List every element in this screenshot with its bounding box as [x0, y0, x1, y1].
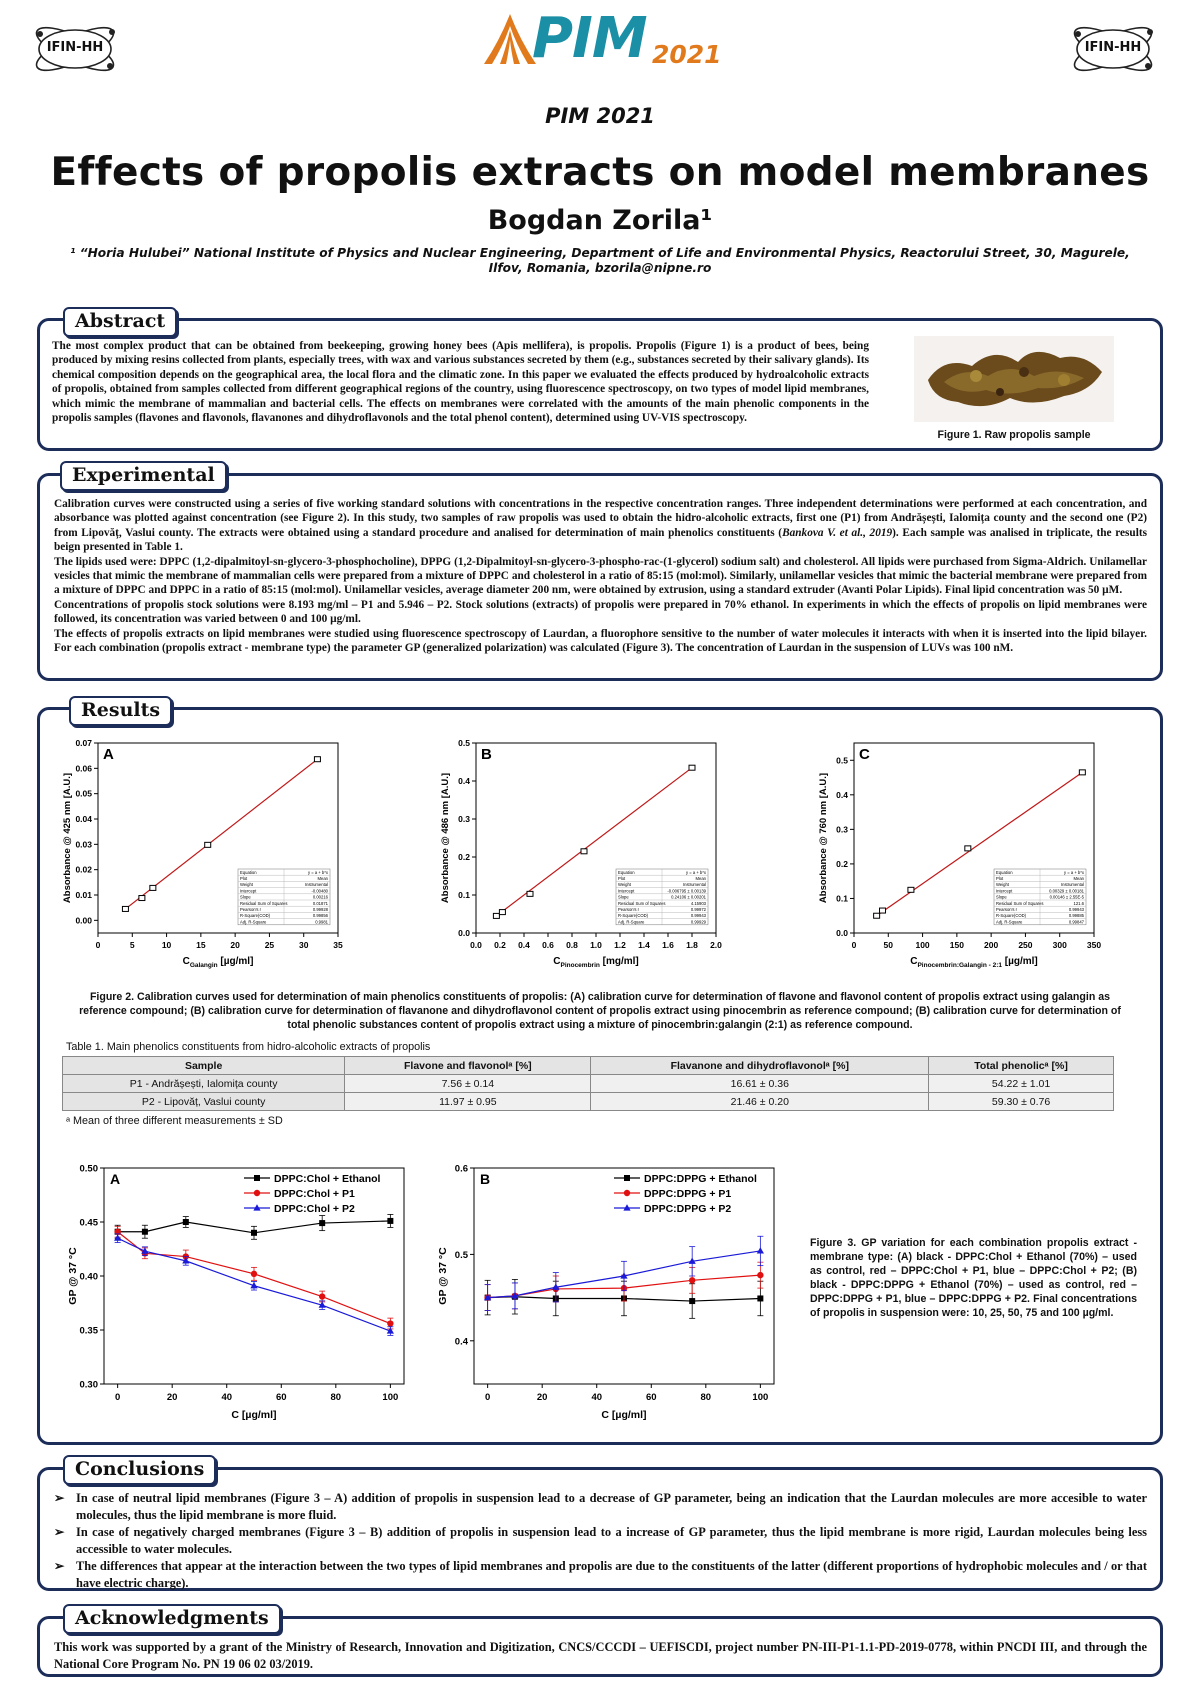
propolis-photo: [914, 336, 1114, 422]
fit-table-value: 0.24106 ± 0.00201: [671, 894, 706, 900]
fit-table: [238, 869, 330, 925]
pillar-arch-icon: [480, 10, 540, 70]
y-tick-label: 0.03: [75, 839, 92, 850]
y-tick-label: 0.00: [75, 915, 92, 926]
x-tick-label: 0: [95, 940, 101, 950]
fit-table-value: 0.99856: [312, 913, 328, 919]
abstract-text: The most complex product that can be obtained from beekeeping, growing honey bees (Apis mellifera), is propolis. Propolis (Figure 1) is a product of bees, being produced by mixing resins collected from plants, especially trees, with wax and various substances secreted by them (e.g., substances secreted by their salivary glands). Its chemical composition depends on the geographical area, the local flora and the climatic zone. In this paper we evaluated the effects produced by hydroalcoholic extracts of propolis, obtained from samples collected from different geographical regions of the country, using fluorescence spectroscopy, on two types of model lipid membranes, which mimic the membrane of mammalian and bacterial cells. The effects on membranes were correlated with the amounts of the main phenolic components in the propolis samples (flavones and flavonols, flavanones and dihydroflavonols and the total phenol content), determined using UV-VIS spectroscopy.: [52, 340, 869, 425]
x-tick-label: 1.4: [638, 940, 650, 950]
x-tick-label: 250: [1018, 940, 1033, 950]
legend-label: DPPC:Chol + P1: [274, 1188, 355, 1200]
x-tick-label: 0.0: [470, 940, 482, 950]
fit-table-value: -0.006795 ± 0.00139: [667, 888, 706, 894]
data-point: [139, 896, 145, 901]
table1-header-row: [63, 1057, 1114, 1075]
data-point: [1079, 770, 1085, 775]
fit-table: [994, 869, 1086, 925]
x-tick-label: 40: [591, 1392, 603, 1403]
fit-table-label: Pearson's r: [240, 907, 262, 912]
fit-table-value: 0.99943: [1068, 907, 1084, 912]
table1-cell: 11.97 ± 0.95: [345, 1093, 591, 1111]
y-tick-label: 0.04: [75, 814, 92, 824]
table1-cell: 54.22 ± 1.01: [929, 1075, 1114, 1093]
fit-table-label: Residual Sum of Squares: [618, 900, 666, 906]
x-axis-label: C [µg/ml]: [231, 1409, 277, 1421]
y-tick-label: 0.07: [75, 738, 92, 748]
data-point: [880, 908, 886, 913]
fit-table-value: Mean: [695, 876, 706, 881]
acknowledgments-heading: Acknowledgments: [63, 1604, 281, 1634]
fit-table-value: 4.15903: [690, 900, 706, 906]
data-point: [319, 1293, 325, 1299]
experimental-heading: Experimental: [60, 461, 227, 491]
conclusions-list: [54, 1490, 1147, 1592]
x-tick-label: 0: [114, 1392, 121, 1403]
data-point: [527, 891, 533, 896]
y-tick-label: 0.2: [836, 858, 848, 869]
y-tick-label: 0.4: [458, 776, 470, 786]
data-point: [908, 887, 914, 892]
table1-header-cell: Flavanone and dihydroflavonolᵃ [%]: [591, 1057, 929, 1075]
fit-table-label: Intercept: [996, 888, 1013, 894]
fit-table-value: Instrumental: [1060, 882, 1084, 888]
data-point: [251, 1271, 257, 1277]
fit-table-label: Adj. R-Square: [618, 919, 645, 925]
table1: [62, 1056, 1114, 1111]
fit-table-label: Plot: [240, 876, 248, 881]
abstract-section: [37, 318, 1163, 451]
data-point: [689, 765, 695, 770]
x-tick-label: 25: [264, 940, 275, 950]
y-tick-label: 0.02: [75, 864, 92, 875]
figure1-caption: Figure 1. Raw propolis sample: [937, 429, 1091, 441]
data-point: [314, 757, 320, 762]
panel-label: A: [103, 746, 114, 763]
x-tick-label: 60: [645, 1392, 657, 1403]
data-point: [387, 1218, 393, 1224]
y-axis-label: Absorbance @ 760 nm [A.U.]: [818, 772, 829, 904]
table1-row: [63, 1075, 1114, 1093]
y-axis-label: Absorbance @ 486 nm [A.U.]: [440, 772, 451, 904]
right-logo-text: IFIN-HH: [1084, 40, 1142, 55]
x-tick-label: 60: [275, 1392, 287, 1403]
data-point: [493, 913, 499, 918]
fit-table-value: 0.99972: [690, 907, 706, 912]
x-axis-label: $C_{Galangin}$ [µg/ml]: [182, 956, 254, 969]
data-point: [387, 1320, 393, 1326]
y-tick-label: 0.45: [79, 1217, 98, 1229]
data-point: [757, 1272, 763, 1278]
y-tick-label: 0.06: [75, 763, 92, 774]
fit-table-label: Plot: [996, 876, 1004, 881]
fit-table-label: Residual Sum of Squares: [240, 900, 288, 906]
data-point: [624, 1175, 630, 1181]
fit-table-label: Equation: [996, 869, 1013, 875]
table1-header-cell: Sample: [63, 1057, 345, 1075]
fit-table-label: Slope: [996, 894, 1007, 900]
experimental-p2: The lipids used were: DPPC (1,2-dipalmitoyl-sn-glycero-3-phosphocholine), DPPG (1,2-Dipalmitoyl-sn-glycero-3-phospho-rac-(1-glycerol) sodium salt) and cholesterol. All lipids were purchased from Sigma-Aldrich. Unilamellar vesicles that mimic the membrane of mammalian cells were prepared from a mixture of DPPC and cholesterol in a ratio of 85:15 (mol:mol). Similarly, unilamellar vesicles that mimic the bacterial membrane were prepared from a mixture of DPPC and DPPC in a ratio of 85:15 (mol:mol). Unilamellar vesicles, average diameter 200 nm, were obtained by extrusion, using a standard extruder (Avanti Polar Lipids). Final lipid concentration was 50 µM.: [54, 555, 1147, 597]
figure2-caption: Figure 2. Calibration curves used for determination of main phenolics constituents of propolis: (A) calibration curve for determination of flavone and flavonol content of propolis extract using galangin as reference compound; (B) calibration curve for determination of flavanone and dihydroflavonol content of propolis extract using pinocembrin as reference compound; (B) calibration curve for determination of total phenolic substances content of propolis extract using a mixture of pinocembrin:galangin (2:1) as reference compound.: [79, 991, 1121, 1031]
gp-chart-b: [432, 1146, 812, 1446]
panel-label: A: [110, 1171, 121, 1187]
y-tick-label: 0.3: [458, 814, 470, 824]
fit-table-value: y = a + b*x: [307, 869, 328, 875]
data-point: [254, 1190, 260, 1196]
y-tick-label: 0.5: [454, 1249, 468, 1261]
fit-table-value: 0.99885: [1068, 913, 1084, 919]
data-point: [874, 913, 880, 918]
fit-table-value: 0.00216: [312, 894, 328, 900]
data-point: [253, 1204, 260, 1210]
table1-header-cell: Total phenolicᵃ [%]: [929, 1057, 1114, 1075]
y-tick-label: 0.35: [79, 1325, 98, 1337]
left-institute-logo: [30, 18, 120, 84]
table1-cell: 21.46 ± 0.20: [591, 1093, 929, 1111]
data-point: [499, 910, 505, 915]
experimental-text: [54, 497, 1147, 655]
table1-cell: 7.56 ± 0.14: [345, 1075, 591, 1093]
x-tick-label: 0: [851, 940, 857, 950]
legend-label: DPPC:DPPG + P2: [644, 1203, 732, 1215]
x-tick-label: 100: [752, 1392, 769, 1403]
fit-table-value: 0.00329 ± 0.00181: [1049, 888, 1084, 894]
x-tick-label: 200: [984, 940, 999, 950]
fit-table-label: Adj. R-Square: [240, 919, 267, 925]
x-tick-label: 350: [1086, 940, 1102, 950]
data-point: [757, 1247, 764, 1253]
experimental-citation: Bankova V. et al., 2019: [782, 526, 893, 539]
y-tick-label: 0.50: [79, 1163, 98, 1175]
table1-footnote: ᵃ Mean of three different measurements ± SD: [66, 1115, 283, 1127]
fit-table-value: 0.99928: [312, 907, 328, 912]
y-tick-label: 0.1: [458, 890, 470, 900]
x-tick-label: 100: [382, 1392, 399, 1403]
x-tick-label: 1.0: [590, 940, 602, 950]
table1-row: [63, 1093, 1114, 1111]
fit-table-label: Equation: [618, 869, 635, 875]
fit-table-value: 0.01871: [312, 900, 328, 906]
fit-table-label: Weight: [240, 882, 253, 888]
experimental-p1: Calibration curves were constructed using a series of five working standard solutions with concentrations in the respective concentration ranges. Three independent determinations were performed at each concentration, and absorbance was plotted against concentration (see Figure 2). In this study, two samples of raw propolis was used to obtain the hidro-alcoholic extracts, first one (P1) from Andrășești, Ialomița county and the second one (P2) from Lipovăț, Vaslui county. The extracts were obtained using a standard procedure and analised for determination of main phenolics constituents (: [54, 498, 1147, 539]
page-title: Effects of propolis extracts on model membranes: [50, 150, 1150, 195]
fit-table-label: Weight: [618, 882, 631, 888]
legend-label: DPPC:DPPG + P1: [644, 1188, 732, 1200]
calibration-chart-a: [58, 733, 368, 978]
fit-table-value: Instrumental: [682, 882, 706, 888]
x-tick-label: 40: [221, 1392, 233, 1403]
arrow-bullet-icon: ➢: [54, 1525, 65, 1539]
conclusion-item: [54, 1558, 1147, 1592]
data-point: [122, 906, 128, 911]
x-tick-label: 1.6: [662, 940, 674, 950]
x-tick-label: 1.2: [614, 940, 626, 950]
x-tick-label: 0.2: [494, 940, 506, 950]
conference-logo-year: 2021: [652, 40, 722, 69]
conclusion-text: In case of negatively charged membranes (Figure 3 – B) addition of propolis in suspension lead to a increase of GP parameter, thus the lipid membrane is more rigid, Laurdan molecules being less accessible to water molecules.: [76, 1525, 1147, 1556]
y-tick-label: 0.5: [458, 738, 470, 748]
fit-table-label: Intercept: [240, 888, 257, 894]
fit-table-label: Slope: [240, 894, 251, 900]
conference-logo-text: PIM: [532, 6, 647, 71]
x-tick-label: 20: [536, 1392, 548, 1403]
data-point: [183, 1219, 189, 1225]
fit-table: [616, 869, 708, 925]
data-point: [965, 846, 971, 851]
fit-table-value: y = a + b*x: [1063, 869, 1084, 875]
table1-cell: 16.61 ± 0.36: [591, 1075, 929, 1093]
y-axis-label: Absorbance @ 425 nm [A.U.]: [62, 772, 73, 904]
fit-table-label: Residual Sum of Squares: [996, 900, 1044, 906]
x-tick-label: 150: [949, 940, 964, 950]
fit-table-label: Equation: [240, 869, 257, 875]
y-tick-label: 0.6: [454, 1163, 468, 1175]
legend-label: DPPC:Chol + P2: [274, 1203, 355, 1215]
data-point: [205, 842, 211, 847]
affiliation: ¹ “Horia Hulubei” National Institute of Physics and Nuclear Engineering, Department of Life and Environmental Physics, Reactorului Street, 30, Magurele, Ilfov, Romania, bzorila@nipne.ro: [70, 246, 1130, 275]
fit-table-label: Slope: [618, 894, 629, 900]
x-tick-label: 10: [161, 940, 172, 950]
conclusion-item: [54, 1524, 1147, 1558]
fit-table-label: R-Square(COD): [996, 913, 1027, 919]
data-point: [254, 1175, 260, 1181]
legend-label: DPPC:DPPG + Ethanol: [644, 1173, 757, 1185]
experimental-section: [37, 473, 1163, 681]
conference-name: PIM 2021: [545, 104, 655, 128]
conclusion-item: [54, 1490, 1147, 1524]
fit-table-value: 121.6: [1073, 900, 1084, 906]
fit-table-value: 0.99929: [690, 919, 706, 925]
x-tick-label: 100: [915, 940, 930, 950]
panel-label: B: [481, 746, 492, 763]
gp-chart-a: [62, 1146, 442, 1446]
arrow-bullet-icon: ➢: [54, 1559, 65, 1573]
x-tick-label: 30: [298, 940, 309, 950]
data-point: [581, 849, 587, 854]
figure3-caption: Figure 3. GP variation for each combination propolis extract - membrane type: (A) black - DPPC:Chol + Ethanol (70%) – used as control, red – DPPC:Chol + P1, blue – DPPC:Chol + P2; (B) black - DPPC:DPPG + Ethanol (70%) – used as control, red – DPPC:DPPG + P1, blue – DPPC:DPPG + P2. Final concentrations of propolis in suspension were: 10, 25, 50, 75 and 100 µg/ml.: [810, 1237, 1137, 1319]
data-point: [689, 1277, 695, 1283]
x-tick-label: 0: [484, 1392, 491, 1403]
x-tick-label: 0.4: [518, 940, 530, 950]
y-tick-label: 0.05: [75, 788, 92, 799]
data-point: [251, 1230, 257, 1236]
y-axis-label: GP @ 37 °C: [67, 1247, 79, 1305]
experimental-p4: The effects of propolis extracts on lipid membranes were studied using fluorescence spectroscopy of Laurdan, a fluorophore sensitive to the number of water molecules it interacts with when it is inserted into the lipid bilayer. For each combination (propolis extract - membrane type) the parameter GP (generalized polarization) was calculated (Figure 3). The concentration of Laurdan in the suspension of LUVs was 100 nM.: [54, 627, 1147, 655]
x-tick-label: 15: [196, 940, 206, 950]
x-tick-label: 20: [230, 940, 240, 950]
data-point: [319, 1220, 325, 1226]
panel-label: C: [859, 746, 870, 763]
table1-title: Table 1. Main phenolics constituents from hidro-alcoholic extracts of propolis: [66, 1041, 431, 1053]
calibration-chart-b: [436, 733, 746, 978]
fit-table-label: Plot: [618, 876, 626, 881]
fit-table-value: 0.99847: [1068, 919, 1084, 925]
y-tick-label: 0.0: [836, 928, 848, 938]
legend-label: DPPC:Chol + Ethanol: [274, 1173, 381, 1185]
y-tick-label: 0.0: [458, 928, 470, 938]
fit-table-value: 0.99943: [690, 913, 706, 919]
y-tick-label: 0.2: [458, 852, 470, 862]
calibration-chart-c: [814, 733, 1124, 978]
x-tick-label: 20: [166, 1392, 178, 1403]
arrow-bullet-icon: ➢: [54, 1491, 65, 1505]
x-tick-label: 300: [1052, 940, 1067, 950]
x-tick-label: 0.6: [542, 940, 554, 950]
y-axis-label: GP @ 37 °C: [437, 1247, 449, 1305]
y-tick-label: 0.40: [79, 1271, 98, 1283]
y-tick-label: 0.4: [836, 789, 848, 800]
fit-table-value: Instrumental: [304, 882, 328, 888]
y-tick-label: 0.3: [836, 824, 848, 835]
y-tick-label: 0.4: [454, 1336, 468, 1348]
experimental-p1-end: ). Each sample was analised in triplicate, the results beign presented in Table 1.: [54, 526, 1148, 554]
y-tick-label: 0.1: [836, 893, 848, 904]
x-tick-label: 2.0: [710, 940, 722, 950]
table1-header-cell: Flavone and flavonolᵃ [%]: [345, 1057, 591, 1075]
x-tick-label: 80: [330, 1392, 342, 1403]
fit-table-label: R-Square(COD): [618, 913, 649, 919]
table1-cell: P2 - Lipovăț, Vaslui county: [63, 1093, 345, 1111]
data-point: [114, 1234, 121, 1240]
data-point: [757, 1295, 763, 1301]
fit-table-value: Mean: [1073, 876, 1084, 881]
y-tick-label: 0.01: [75, 890, 92, 900]
fit-table-label: Intercept: [618, 888, 635, 894]
fit-table-label: Weight: [996, 882, 1009, 888]
fit-table-value: y = a + b*x: [685, 869, 706, 875]
panel-label: B: [480, 1171, 491, 1187]
conference-logo: [480, 8, 720, 74]
x-tick-label: 50: [883, 940, 894, 950]
x-axis-label: $C_{Pinocembrin:Galangin - 2:1}$ [µg/ml]: [910, 956, 1038, 969]
conclusion-text: The differences that appear at the interaction between the two types of lipid membranes and propolis are due to the constituents of the latter (different proportions of hydrophobic molecules and / or that have electric charge).: [76, 1559, 1147, 1590]
conclusions-heading: Conclusions: [63, 1455, 216, 1485]
fit-table-label: Pearson's r: [996, 907, 1018, 912]
x-tick-label: 1.8: [686, 940, 698, 950]
conclusions-section: [37, 1467, 1163, 1591]
results-heading: Results: [69, 696, 172, 726]
data-point: [689, 1298, 695, 1304]
fit-table-label: R-Square(COD): [240, 913, 271, 919]
data-point: [150, 885, 156, 890]
author: Bogdan Zorila¹: [487, 205, 713, 236]
y-tick-label: 0.5: [836, 755, 848, 766]
acknowledgments-text: This work was supported by a grant of the Ministry of Research, Innovation and Digitization, CNCS/CCCDI – UEFISCDI, project number PN-III-P1-1.1-PD-2019-0778, within PNCDI III, and through the National Core Program No. PN 19 06 02 03/2019.: [54, 1640, 1147, 1671]
x-tick-label: 0.8: [566, 940, 578, 950]
fit-table-value: 0.9981: [315, 919, 328, 925]
data-point: [624, 1190, 630, 1196]
y-tick-label: 0.30: [79, 1379, 98, 1391]
fit-table-value: -0.00480: [311, 888, 328, 894]
data-point: [623, 1204, 630, 1210]
fit-table-value: Mean: [317, 876, 328, 881]
fit-table-value: 0.00146 ± 2.55E-5: [1049, 894, 1084, 900]
experimental-p3: Concentrations of propolis stock solutions were 8.193 mg/ml – P1 and 5.946 – P2. Stock solutions (extracts) of propolis were prepared in 70% ethanol. In experiments in which the effects of propolis on lipid membranes were followed, its concentration was varied between 0 and 100 µg/ml.: [54, 598, 1147, 626]
x-tick-label: 5: [129, 940, 135, 950]
table1-cell: 59.30 ± 0.76: [929, 1093, 1114, 1111]
x-axis-label: C [µg/ml]: [601, 1409, 647, 1421]
table1-cell: P1 - Andrășești, Ialomița county: [63, 1075, 345, 1093]
x-tick-label: 80: [700, 1392, 712, 1403]
left-logo-text: IFIN-HH: [46, 40, 104, 55]
right-institute-logo: [1068, 18, 1158, 84]
x-axis-label: $C_{Pinocembrin}$ [mg/ml]: [553, 956, 639, 969]
x-tick-label: 35: [333, 940, 343, 950]
fit-table-label: Pearson's r: [618, 907, 640, 912]
data-point: [142, 1229, 148, 1235]
fit-table-label: Adj. R-Square: [996, 919, 1023, 925]
conclusion-text: In case of neutral lipid membranes (Figure 3 – A) addition of propolis in suspension lead to a decrease of GP parameter, being an indication that the Laurdan molecules are more accesible to water molecules, thus the lipid membrane is more fluid.: [76, 1491, 1147, 1522]
abstract-heading: Abstract: [63, 307, 177, 337]
